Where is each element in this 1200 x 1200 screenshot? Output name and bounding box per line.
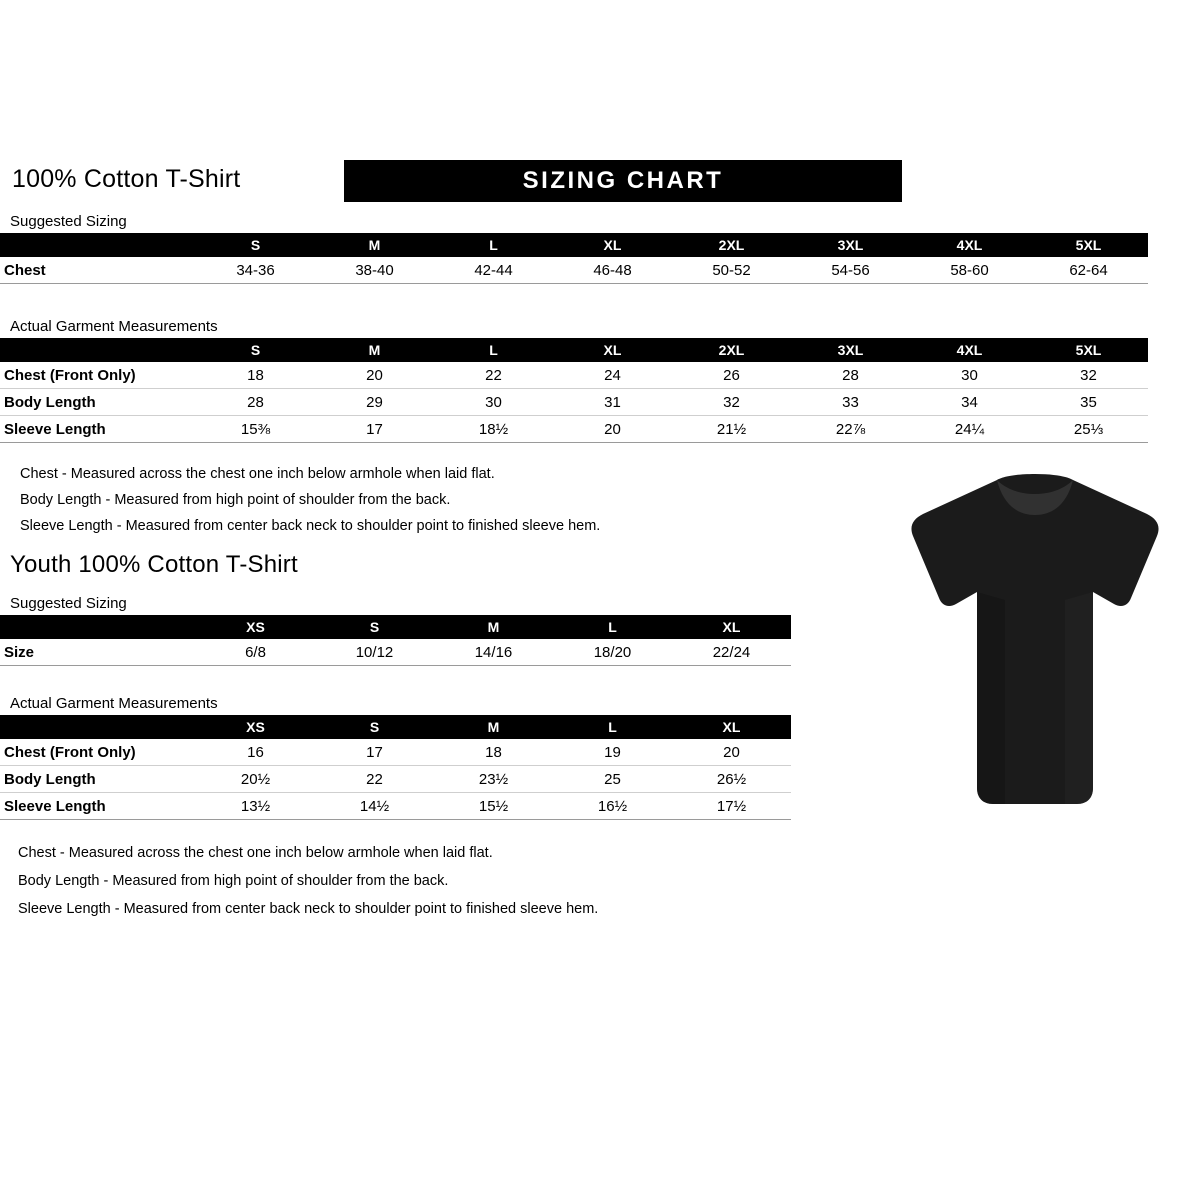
- cell: 35: [1029, 389, 1148, 416]
- table-row: [0, 257, 1148, 284]
- cell: 34-36: [196, 257, 315, 284]
- row-label: Sleeve Length: [0, 793, 196, 820]
- cell: 15⅜: [196, 416, 315, 443]
- cell: 33: [791, 389, 910, 416]
- cell: 20: [315, 362, 434, 389]
- cell: 14½: [315, 793, 434, 820]
- youth-note-body-length: Body Length - Measured from high point of shoulder from the back.: [18, 873, 449, 889]
- column-header: [0, 338, 196, 362]
- cell: 18: [196, 362, 315, 389]
- sizing-chart-banner-label: SIZING CHART: [522, 167, 724, 194]
- column-header: M: [487, 719, 500, 735]
- cell: 30: [434, 389, 553, 416]
- column-header: S: [369, 619, 380, 635]
- table-header-row: [0, 715, 791, 739]
- cell: 46-48: [553, 257, 672, 284]
- cell: 17: [315, 739, 434, 766]
- cell: 31: [553, 389, 672, 416]
- cell: 22: [434, 362, 553, 389]
- cell: 14/16: [434, 639, 553, 666]
- adult-note-chest: Chest - Measured across the chest one inch below armhole when laid flat.: [20, 466, 495, 482]
- cell: 20: [672, 739, 791, 766]
- tshirt-icon: [885, 470, 1185, 815]
- cell: 32: [672, 389, 791, 416]
- column-header: L: [608, 619, 617, 635]
- column-header: 5XL: [1075, 342, 1102, 358]
- cell: 58-60: [910, 257, 1029, 284]
- column-header: S: [250, 237, 261, 253]
- column-header: L: [489, 342, 498, 358]
- cell: 10/12: [315, 639, 434, 666]
- column-header: 4XL: [956, 342, 983, 358]
- cell: 21½: [672, 416, 791, 443]
- table-row: [0, 362, 1148, 389]
- cell: 20½: [196, 766, 315, 793]
- cell: 6/8: [196, 639, 315, 666]
- column-header: XL: [722, 619, 741, 635]
- adult-suggested-label: Suggested Sizing: [10, 213, 127, 230]
- cell: 15½: [434, 793, 553, 820]
- cell: 17: [315, 416, 434, 443]
- row-label: Sleeve Length: [0, 416, 196, 443]
- cell: 18/20: [553, 639, 672, 666]
- cell: 19: [553, 739, 672, 766]
- column-header: L: [489, 237, 498, 253]
- table-row: [0, 793, 791, 820]
- cell: 30: [910, 362, 1029, 389]
- cell: 16½: [553, 793, 672, 820]
- cell: 22/24: [672, 639, 791, 666]
- column-header: 4XL: [956, 237, 983, 253]
- cell: 13½: [196, 793, 315, 820]
- table-header-row: [0, 615, 791, 639]
- adult-suggested-table: [0, 233, 1148, 284]
- column-header: [0, 233, 196, 257]
- column-header: [0, 615, 196, 639]
- column-header: S: [369, 719, 380, 735]
- table-row: [0, 739, 791, 766]
- adult-actual-label: Actual Garment Measurements: [10, 318, 218, 335]
- cell: 18: [434, 739, 553, 766]
- column-header: 2XL: [718, 237, 745, 253]
- table-row: [0, 766, 791, 793]
- cell: 25: [553, 766, 672, 793]
- table-header-row: [0, 338, 1148, 362]
- cell: 42-44: [434, 257, 553, 284]
- cell: 50-52: [672, 257, 791, 284]
- column-header: 3XL: [837, 237, 864, 253]
- cell: 22: [315, 766, 434, 793]
- cell: 28: [791, 362, 910, 389]
- cell: 54-56: [791, 257, 910, 284]
- adult-note-sleeve-length: Sleeve Length - Measured from center back neck to shoulder point to finished sleeve hem.: [20, 518, 601, 534]
- row-label: Chest: [0, 257, 196, 284]
- adult-actual-table: [0, 338, 1148, 443]
- cell: 26: [672, 362, 791, 389]
- cell: 62-64: [1029, 257, 1148, 284]
- column-header: S: [250, 342, 261, 358]
- column-header: L: [608, 719, 617, 735]
- table-row: [0, 389, 1148, 416]
- tshirt-image: [885, 470, 1185, 815]
- sizing-chart-banner: [344, 160, 902, 202]
- cell: 26½: [672, 766, 791, 793]
- cell: 17½: [672, 793, 791, 820]
- column-header: M: [368, 342, 381, 358]
- column-header: XL: [722, 719, 741, 735]
- column-header: 2XL: [718, 342, 745, 358]
- youth-suggested-label: Suggested Sizing: [10, 595, 127, 612]
- column-header: XL: [603, 237, 622, 253]
- cell: 16: [196, 739, 315, 766]
- column-header: 5XL: [1075, 237, 1102, 253]
- column-header: XL: [603, 342, 622, 358]
- row-label: Body Length: [0, 389, 196, 416]
- cell: 25⅓: [1029, 416, 1148, 443]
- column-header: XS: [246, 619, 265, 635]
- column-header: M: [487, 619, 500, 635]
- column-header: 3XL: [837, 342, 864, 358]
- youth-actual-label: Actual Garment Measurements: [10, 695, 218, 712]
- cell: 38-40: [315, 257, 434, 284]
- page-title: 100% Cotton T-Shirt: [12, 165, 241, 193]
- cell: 23½: [434, 766, 553, 793]
- row-label: Chest (Front Only): [0, 362, 196, 389]
- column-header: XS: [246, 719, 265, 735]
- cell: 20: [553, 416, 672, 443]
- adult-note-body-length: Body Length - Measured from high point of shoulder from the back.: [20, 492, 451, 508]
- cell: 18½: [434, 416, 553, 443]
- youth-actual-table: [0, 715, 791, 820]
- table-header-row: [0, 233, 1148, 257]
- youth-note-sleeve-length: Sleeve Length - Measured from center back neck to shoulder point to finished sleeve hem.: [18, 901, 599, 917]
- row-label: Chest (Front Only): [0, 739, 196, 766]
- table-row: [0, 639, 791, 666]
- youth-suggested-table: [0, 615, 791, 666]
- cell: 22⅞: [791, 416, 910, 443]
- table-row: [0, 416, 1148, 443]
- column-header: [0, 715, 196, 739]
- column-header: M: [368, 237, 381, 253]
- cell: 29: [315, 389, 434, 416]
- cell: 24: [553, 362, 672, 389]
- cell: 28: [196, 389, 315, 416]
- youth-note-chest: Chest - Measured across the chest one inch below armhole when laid flat.: [18, 845, 493, 861]
- cell: 32: [1029, 362, 1148, 389]
- header-row: [12, 160, 902, 204]
- row-label: Size: [0, 639, 196, 666]
- cell: 34: [910, 389, 1029, 416]
- youth-section-title: Youth 100% Cotton T-Shirt: [10, 551, 298, 578]
- row-label: Body Length: [0, 766, 196, 793]
- cell: 24¼: [910, 416, 1029, 443]
